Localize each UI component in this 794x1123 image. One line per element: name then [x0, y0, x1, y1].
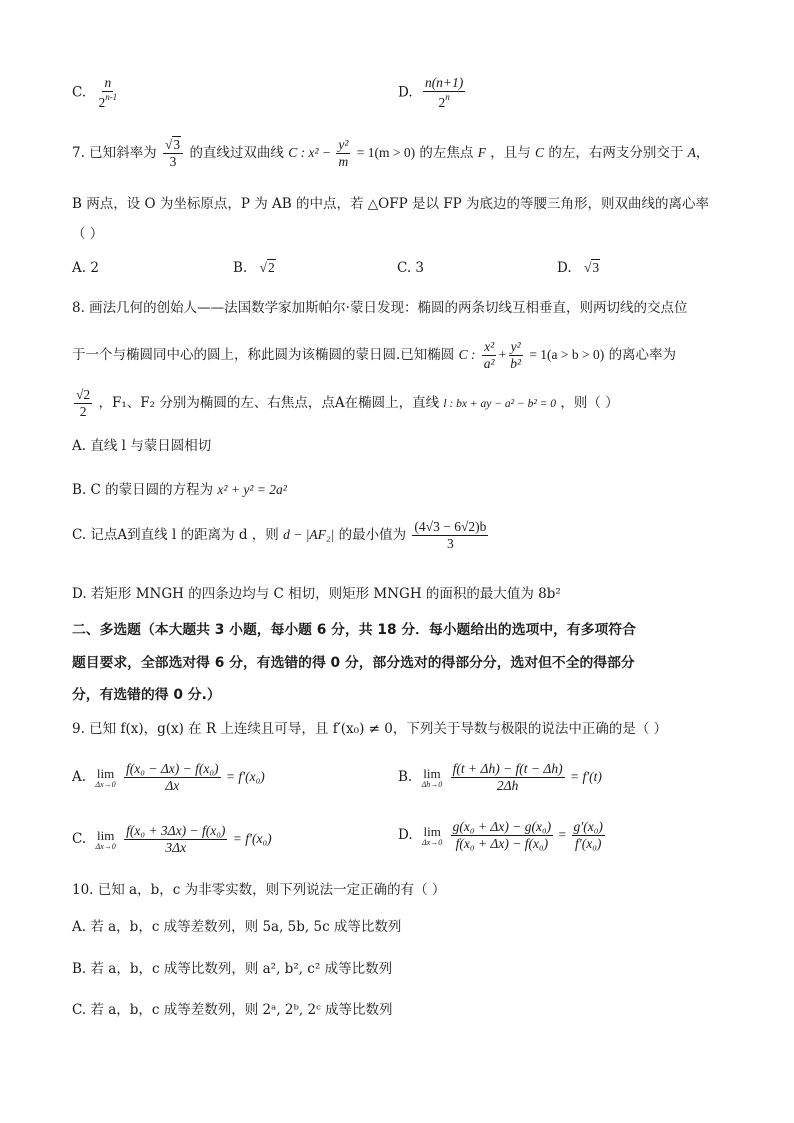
q8-option-d: D. 若矩形 MNGH 的四条边均与 C 相切，则矩形 MNGH 的面积的最大值为 8b² [72, 586, 561, 602]
q8-option-a: A. 直线 l 与蒙日圆相切 [72, 438, 212, 454]
q9-option-d-rhs-fraction: $\frac{\text{g′(x₀)}}{\text{f′(x₀)}}$ [573, 819, 603, 852]
q9-option-d-limit: lim Δx→0 [422, 823, 443, 847]
q7-option-a: A. 2 [72, 260, 99, 276]
q10-option-a: A. 若 a，b，c 成等差数列，则 5a, 5b, 5c 成等比数列 [72, 919, 402, 935]
q8-eccentricity-fraction: $\frac{√2}{2}$ [76, 387, 91, 420]
q7-stem-line1: 7. 已知斜率为 $\frac{√3}{3}$ 的直线过双曲线 C : x² − $\frac{\text{y²}}{m}$ = 1(m > 0) 的左焦点 F ，且与 C 的左，右两支分别交于 A， [72, 137, 710, 170]
q9-option-a: A. lim Δx→0 $\frac{\text{f(x₀ − Δx) − f(x₀)}}{\Delta x}$ = f′(x₀) [72, 761, 265, 794]
q7-stem-line2: B 两点，设 O 为坐标原点，P 为 AB 的中点，若 △OFP 是以 FP 为底边的等腰三角形，则双曲线的离心率 [72, 196, 710, 212]
q9-option-a-fraction: $\frac{\text{f(x₀ − Δx) − f(x₀)}}{\Delta x}$ [126, 761, 219, 794]
q9-option-b-fraction: $\frac{f(t + \Delta h) - f(t - \Delta h)}{2\Delta h}$ [452, 761, 563, 794]
q9-option-d: D. lim Δx→0 $\frac{\text{g(x₀ + Δx) − g(x₀)}}{\text{f(x₀ + Δx) − f(x₀)}}$ = $\frac{\text{g′(x₀)}}{\text{f′(x₀)}}$ [398, 819, 603, 852]
q9-option-a-limit: lim Δx→0 [95, 765, 116, 789]
q7-option-b: B. √2 [233, 260, 275, 276]
q8-stem-line2: 于一个与椭圆同中心的圆上，称此圆为该椭圆的蒙日圆.已知椭圆 C : $\frac{\text{x²}}{\text{a²}}$ + $\frac{\text{y²}}{\text{b²}}$ = 1(a > b > 0) 的离心率为 [72, 339, 677, 372]
q10-option-c: C. 若 a，b，c 成等差数列，则 2ᵃ, 2ᵇ, 2ᶜ 成等比数列 [72, 1002, 393, 1018]
section2-heading-line2: 题目要求，全部选对得 6 分，有选错的得 0 分，部分选对的得部分分，选对但不全的得部分 [72, 655, 635, 671]
q7-option-c: C. 3 [397, 260, 425, 276]
q8-option-c-fraction: $\frac{(4√3 - 6√2)b}{3}$ [414, 519, 487, 552]
q9-option-c-fraction: $\frac{\text{f(x₀ + 3Δx) − f(x₀)}}{3\Delta x}$ [126, 823, 226, 856]
q7-option-d: D. √3 [557, 260, 600, 276]
q9-option-d-fraction: $\frac{\text{g(x₀ + Δx) − g(x₀)}}{\text{f(x₀ + Δx) − f(x₀)}}$ [452, 819, 552, 852]
q9-option-b: B. lim Δh→0 $\frac{f(t + \Delta h) - f(t - \Delta h)}{2\Delta h}$ = f′(t) [398, 761, 602, 794]
q6-option-d: D. $\frac{n(n+1)}{2^n}$ [398, 75, 464, 111]
q8-stem-line1: 8. 画法几何的创始人——法国数学家加斯帕尔·蒙日发现：椭圆的两条切线互相垂直，则两切线的交点位 [72, 300, 688, 316]
q7-slope-fraction: $\frac{√3}{3}$ [163, 138, 183, 169]
q7-answer-blank: （ ） [72, 226, 104, 242]
q8-option-b: B. C 的蒙日圆的方程为 x² + y² = 2a² [72, 482, 287, 498]
q8-stem-line3: $\frac{√2}{2}$ ，F₁、F₂ 分别为椭圆的左、右焦点，点A在椭圆上，直线 l : bx + ay − a² − b² = 0 ，则（ ） [76, 387, 619, 420]
q7-hyperbola-fraction: $\frac{\text{y²}}{m}$ [338, 137, 349, 170]
q9-option-c-limit: lim Δx→0 [95, 827, 116, 851]
q10-option-b: B. 若 a，b，c 成等比数列，则 a², b², c² 成等比数列 [72, 961, 393, 977]
q8-ellipse-y-fraction: $\frac{\text{y²}}{\text{b²}}$ [510, 339, 522, 372]
q6-option-c-fraction: $\frac{n}{2^{n-1}}$ [98, 75, 118, 111]
q10-stem: 10. 已知 a，b，c 为非零实数，则下列说法一定正确的有（ ） [72, 882, 446, 898]
section2-heading-line3: 分，有选错的得 0 分.） [72, 687, 221, 703]
q6-option-d-fraction: $\frac{n(n+1)}{2^n}$ [424, 75, 464, 111]
q9-option-b-limit: lim Δh→0 [421, 765, 443, 789]
q8-option-c: C. 记点A到直线 l 的距离为 d ，则 d − |AF₂| 的最小值为 $\frac{(4√3 - 6√2)b}{3}$ [72, 519, 487, 552]
q9-stem: 9. 已知 f(x)，g(x) 在 R 上连续且可导，且 f′(x₀) ≠ 0，下列关于导数与极限的说法中正确的是（ ） [72, 721, 668, 737]
q6-option-c: C. $\frac{n}{2^{n-1}}$ [72, 75, 118, 111]
q9-option-c: C. lim Δx→0 $\frac{\text{f(x₀ + 3Δx) − f(x₀)}}{3\Delta x}$ = f′(x₀) [72, 823, 272, 856]
section2-heading-line1: 二、多选题（本大题共 3 小题，每小题 6 分，共 18 分．每小题给出的选项中，有多项符合 [72, 622, 636, 638]
q8-ellipse-x-fraction: $\frac{\text{x²}}{\text{a²}}$ [483, 339, 495, 372]
